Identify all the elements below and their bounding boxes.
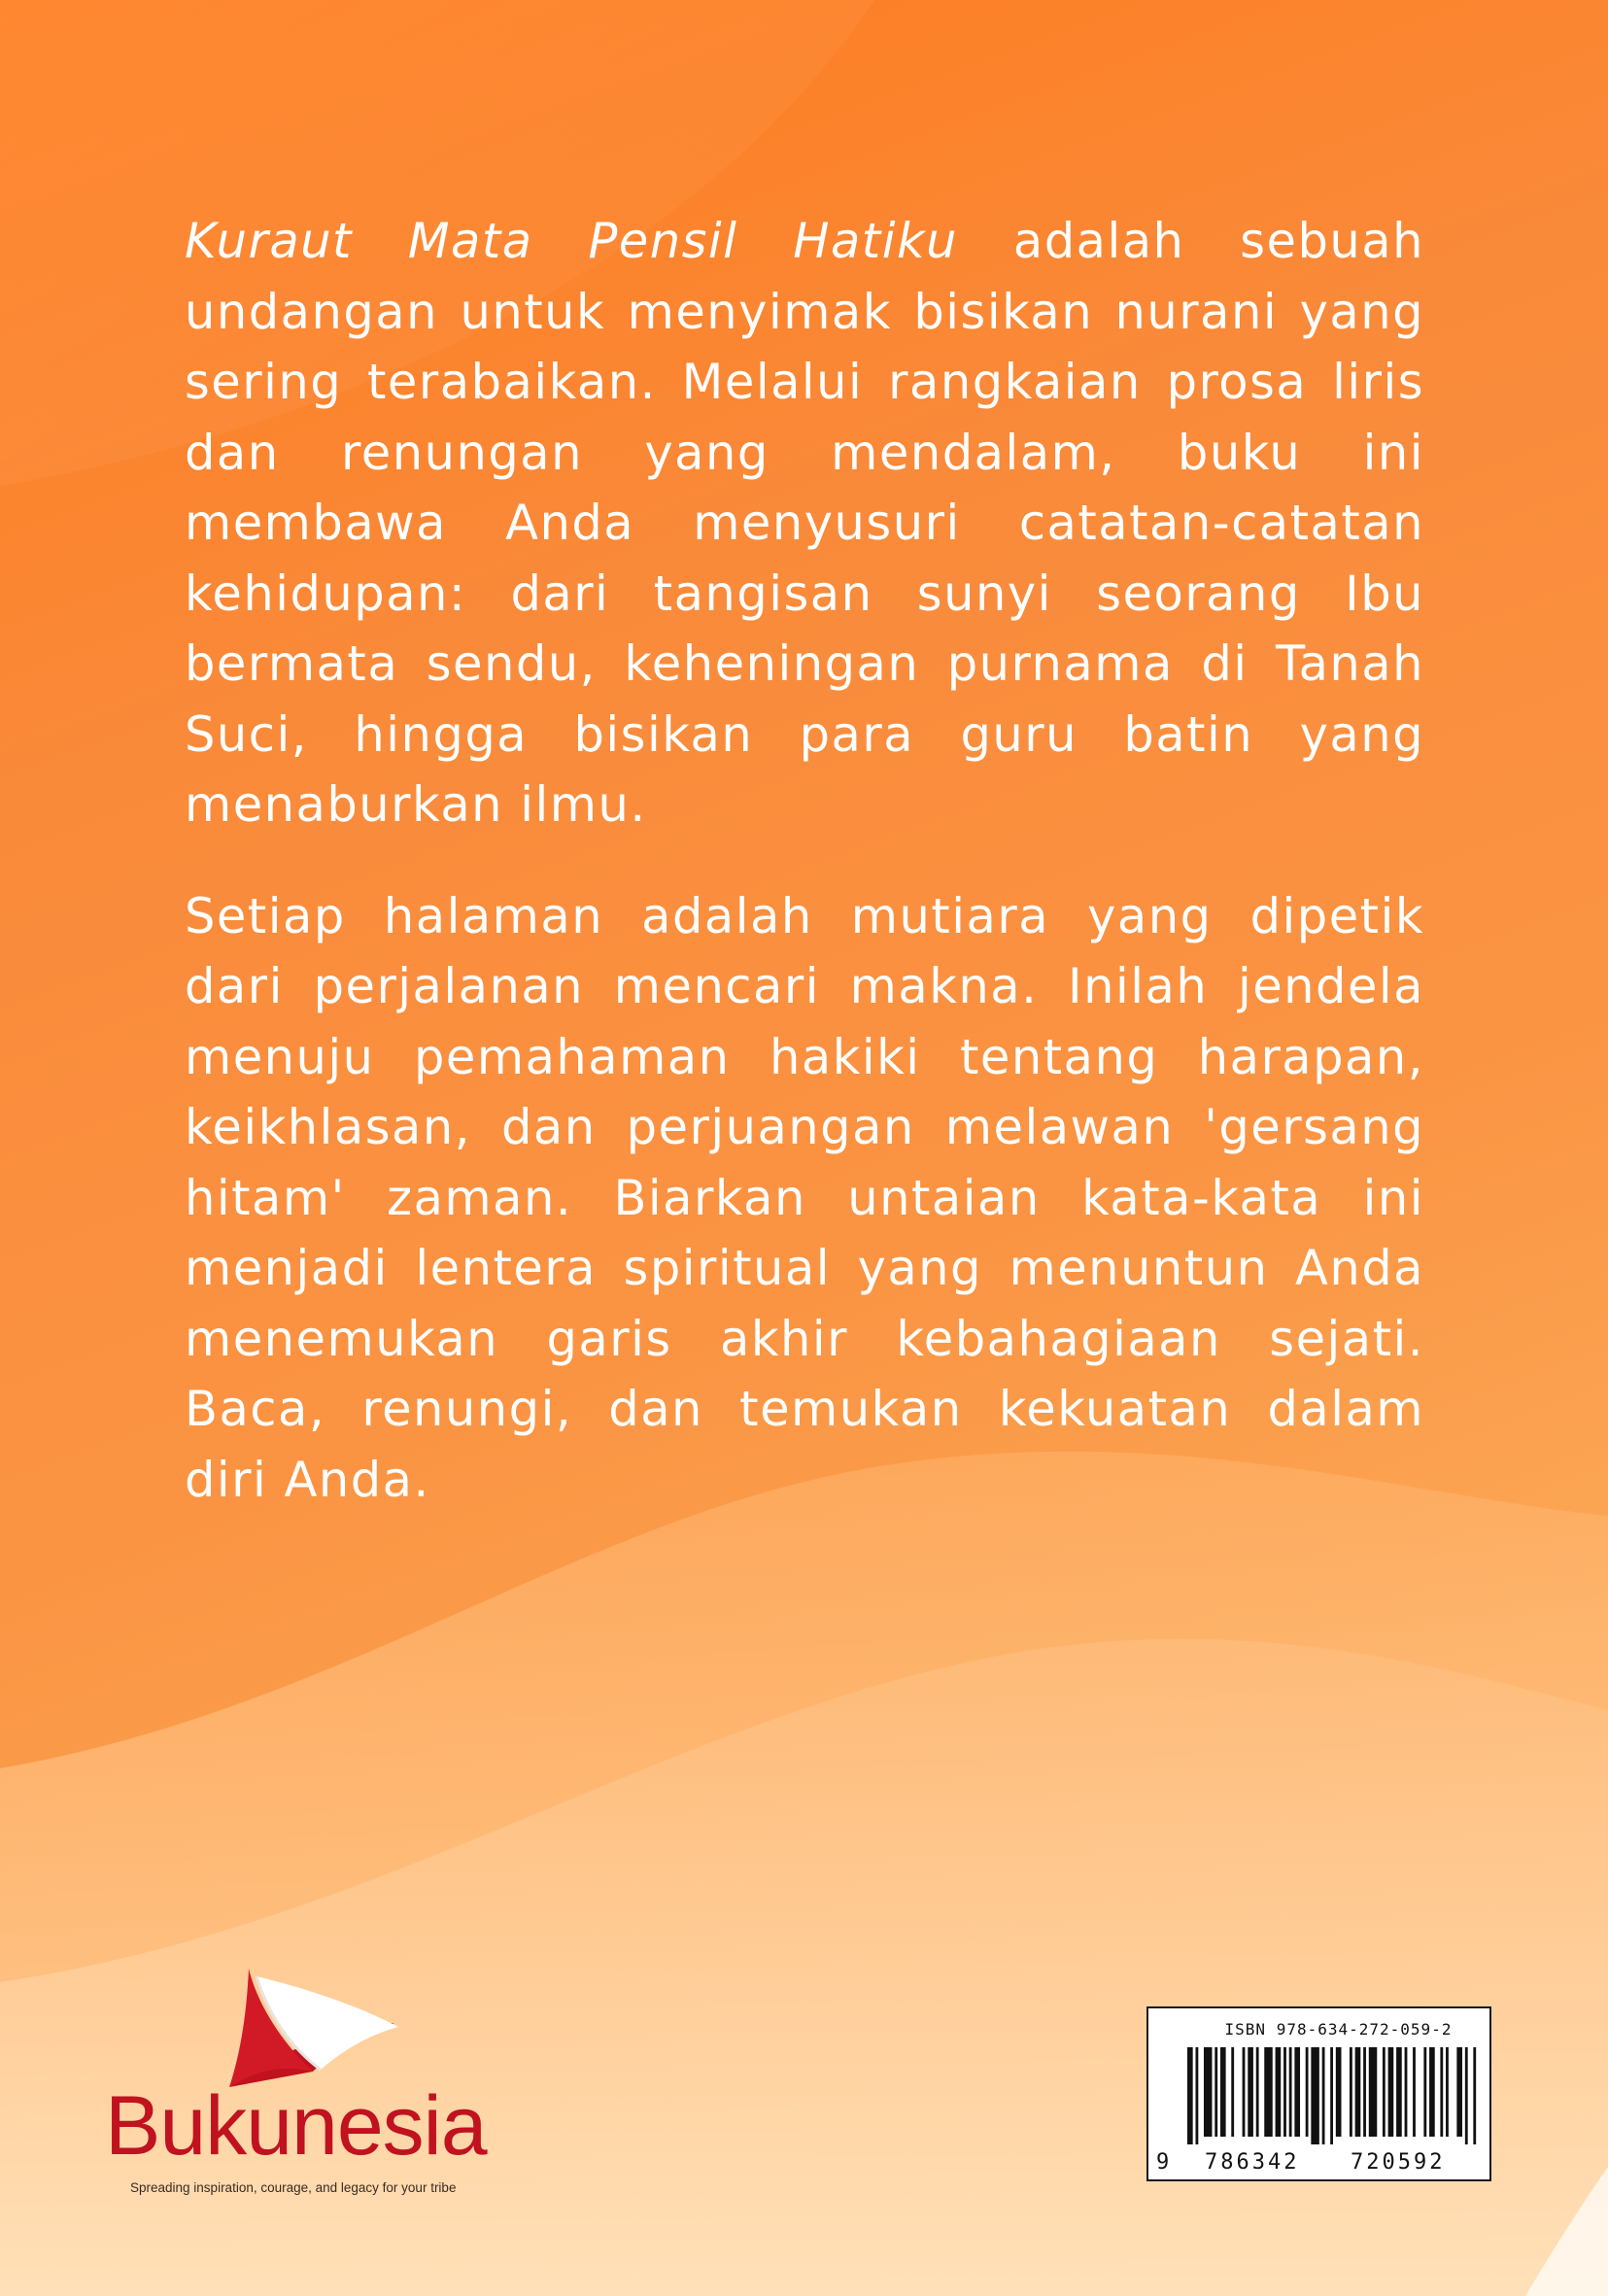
barcode-bar bbox=[1388, 2047, 1394, 2137]
blurb-text bbox=[185, 206, 1424, 1515]
barcode-bar bbox=[1289, 2047, 1292, 2137]
barcode-bar bbox=[1195, 2047, 1198, 2144]
barcode-bar bbox=[1473, 2047, 1476, 2144]
barcode-bar bbox=[1396, 2047, 1402, 2137]
barcode-bar bbox=[1294, 2047, 1300, 2137]
barcode-bar bbox=[1350, 2047, 1352, 2137]
barcode-bar bbox=[1204, 2047, 1212, 2137]
barcode-bar bbox=[1330, 2047, 1333, 2144]
publisher-name: Bukunesia bbox=[105, 2079, 487, 2173]
publisher-tagline: Spreading inspiration, courage, and legacy for your tribe bbox=[130, 2180, 457, 2195]
isbn-label: ISBN 978-634-272-059-2 bbox=[1224, 2020, 1453, 2039]
barcode-bar bbox=[1322, 2047, 1325, 2144]
barcode-lead-digit: 9 bbox=[1156, 2150, 1173, 2175]
barcode-bar bbox=[1243, 2047, 1246, 2137]
barcode-left-digits: 786342 bbox=[1205, 2150, 1300, 2175]
barcode-bar bbox=[1306, 2047, 1309, 2137]
blurb-paragraph-1-body: adalah sebuah undangan untuk menyimak bisikan nurani yang sering terabaikan. Melalui rangkaian prosa liris dan renungan yang mendalam, buku ini membawa Anda menyusuri catatan-catatan kehidupan: dari tangisan sunyi seorang Ibu bermata sendu, keheningan purnama di Tanah Suci, hingga bisikan para guru batin yang menaburkan ilmu. bbox=[185, 213, 1424, 833]
blurb-paragraph-2: Setiap halaman adalah mutiara yang dipetik dari perjalanan mencari makna. Inilah jendela menuju pemahaman hakiki tentang harapan, keikhlasan, dan perjuangan melawan 'gersang hitam' zaman. Biarkan untaian kata-kata ini menjadi lentera spiritual yang menuntun Anda menemukan garis akhir kebahagiaan sejati. Baca, renungi, dan temukan kekuatan dalam diri Anda. bbox=[185, 887, 1424, 1508]
barcode-bar bbox=[1220, 2047, 1226, 2137]
isbn-barcode bbox=[1146, 2006, 1491, 2181]
barcode-bar bbox=[1413, 2047, 1416, 2137]
barcode-bar bbox=[1369, 2047, 1377, 2137]
barcode-bar bbox=[1363, 2047, 1366, 2137]
barcode-bar bbox=[1446, 2047, 1449, 2137]
barcode-bar bbox=[1311, 2047, 1318, 2144]
barcode-bar bbox=[1465, 2047, 1468, 2144]
publisher-logo bbox=[105, 1963, 513, 2196]
barcode-bar bbox=[1248, 2047, 1253, 2137]
barcode-bars bbox=[1187, 2047, 1479, 2144]
barcode-bar bbox=[1231, 2047, 1234, 2137]
barcode-bar bbox=[1256, 2047, 1259, 2137]
barcode-bar bbox=[1440, 2047, 1443, 2137]
barcode-bar bbox=[1283, 2047, 1286, 2137]
barcode-bar bbox=[1355, 2047, 1361, 2137]
book-title: Kuraut Mata Pensil Hatiku bbox=[185, 213, 959, 269]
barcode-bar bbox=[1215, 2047, 1217, 2137]
barcode-bar bbox=[1423, 2047, 1426, 2137]
barcode-bar bbox=[1456, 2047, 1462, 2137]
barcode-bar bbox=[1405, 2047, 1408, 2137]
barcode-bar bbox=[1336, 2047, 1342, 2137]
barcode-bar bbox=[1429, 2047, 1435, 2137]
blurb-paragraph-1 bbox=[185, 206, 1424, 840]
barcode-bar bbox=[1383, 2047, 1386, 2137]
barcode-bar bbox=[1187, 2047, 1193, 2144]
barcode-bar bbox=[1276, 2047, 1282, 2137]
barcode-right-digits: 720592 bbox=[1351, 2150, 1446, 2175]
barcode-bar bbox=[1264, 2047, 1272, 2137]
